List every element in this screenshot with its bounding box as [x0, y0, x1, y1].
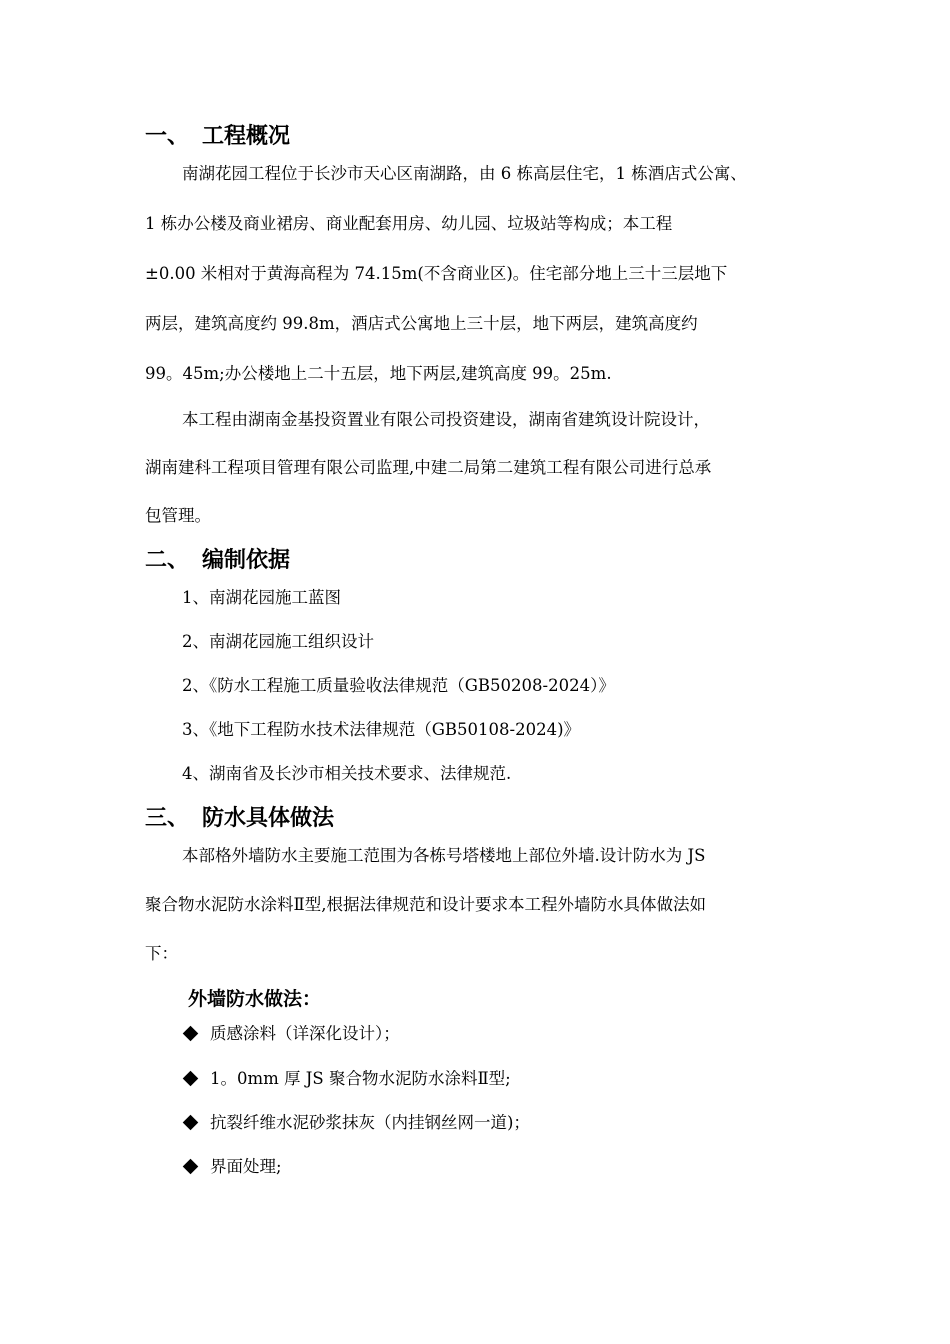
- section-title: 防水具体做法: [202, 806, 335, 831]
- list-item: 1、南湖花园施工蓝图: [182, 588, 341, 607]
- section-heading-1: [145, 122, 290, 152]
- bullet-text: 抗裂纤维水泥砂浆抹灰（内挂钢丝网一道)；: [210, 1113, 530, 1132]
- subheading: 外墙防水做法：: [188, 988, 322, 1010]
- bullet-item: [182, 1111, 530, 1135]
- diamond-bullet-icon: [183, 1115, 199, 1131]
- diamond-bullet-icon: [183, 1026, 199, 1042]
- section-number: 二、: [145, 548, 190, 573]
- paragraph-line: 聚合物水泥防水涂料Ⅱ型,根据法律规范和设计要求本工程外墙防水具体做法如: [145, 895, 706, 914]
- paragraph-line: 1 栋办公楼及商业裙房、商业配套用房、幼儿园、垃圾站等构成；本工程: [145, 214, 673, 233]
- paragraph-line: 湖南建科工程项目管理有限公司监理,中建二局第二建筑工程有限公司进行总承: [145, 458, 712, 477]
- bullet-text: 1。0mm 厚 JS 聚合物水泥防水涂料Ⅱ型;: [210, 1069, 511, 1088]
- list-item: 4、湖南省及长沙市相关技术要求、法律规范.: [182, 764, 512, 783]
- section-title: 工程概况: [202, 124, 291, 149]
- section-heading-2: [145, 546, 290, 576]
- bullet-item: [182, 1155, 282, 1179]
- paragraph-line: 99。45m;办公楼地上二十五层，地下两层,建筑高度 99。25m.: [145, 364, 612, 383]
- paragraph-line: 下：: [145, 944, 178, 963]
- diamond-bullet-icon: [183, 1071, 199, 1087]
- bullet-item: [182, 1022, 400, 1046]
- diamond-bullet-icon: [183, 1159, 199, 1175]
- paragraph-line: 两层，建筑高度约 99.8m，酒店式公寓地上三十层，地下两层，建筑高度约: [145, 314, 698, 333]
- paragraph-line: 包管理。: [145, 506, 211, 525]
- section-number: 一、: [145, 124, 190, 149]
- paragraph-line: 南湖花园工程位于长沙市天心区南湖路，由 6 栋高层住宅，1 栋酒店式公寓、: [182, 164, 747, 183]
- paragraph-line: ±0.00 米相对于黄海高程为 74.15m(不含商业区)。住宅部分地上三十三层地下: [145, 264, 728, 283]
- bullet-text: 质感涂料（详深化设计）；: [210, 1024, 400, 1043]
- list-item: 3、《地下工程防水技术法律规范（GB50108-2024)》: [182, 720, 581, 739]
- paragraph-line: 本工程由湖南金基投资置业有限公司投资建设，湖南省建筑设计院设计，: [182, 410, 710, 429]
- section-number: 三、: [145, 806, 190, 831]
- section-heading-3: [145, 804, 334, 834]
- bullet-text: 界面处理;: [210, 1157, 282, 1176]
- list-item: 2、南湖花园施工组织设计: [182, 632, 374, 651]
- paragraph-line: 本部格外墙防水主要施工范围为各栋号塔楼地上部位外墙.设计防水为 JS: [182, 846, 706, 865]
- section-title: 编制依据: [202, 548, 291, 573]
- bullet-item: [182, 1067, 511, 1091]
- list-item: 2、《防水工程施工质量验收法律规范（GB50208-2024）》: [182, 676, 615, 695]
